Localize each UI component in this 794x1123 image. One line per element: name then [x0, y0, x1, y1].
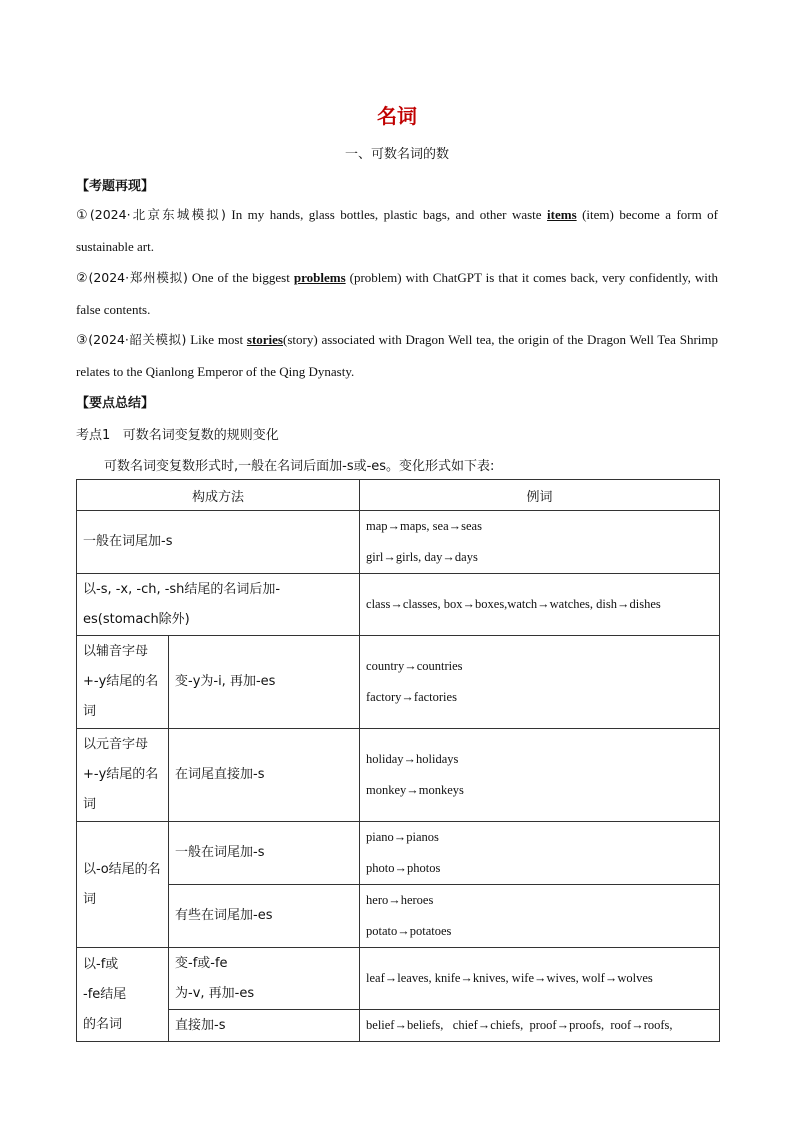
method-cell — [169, 948, 360, 1010]
question-answer: problems — [293, 270, 346, 285]
question-text: Like most — [186, 332, 247, 347]
example-line: photo→photos — [366, 861, 441, 875]
question-3 — [76, 324, 718, 387]
method-cell: 一般在词尾加-s — [77, 511, 360, 574]
examples-cell — [360, 822, 720, 885]
method-line: 为-v, 再加-es — [175, 985, 255, 1001]
example-line: factory→factories — [366, 690, 457, 704]
question-number: ② — [76, 271, 89, 286]
column-header-examples: 例词 — [360, 480, 720, 511]
example-line: leaf→leaves, knife→knives, wife→wives, wolf→wolves — [366, 971, 653, 985]
examples-cell — [360, 948, 720, 1010]
examples-cell — [360, 511, 720, 574]
question-text: (story) associated with Dragon Well tea, the origin of the Dragon Well Tea Shrimp relates to the Qianlong Emperor of the Qing Dynasty. — [76, 332, 719, 379]
question-source: (2024·北京东城模拟) — [89, 207, 226, 222]
method-cell: 直接加-s — [169, 1010, 360, 1042]
question-number: ③ — [76, 333, 89, 348]
question-1 — [76, 199, 718, 262]
question-2 — [76, 262, 718, 325]
table-row — [77, 885, 720, 948]
example-line: map→maps, sea→seas — [366, 519, 482, 533]
examples-cell — [360, 729, 720, 822]
category-line: 以-f或 — [83, 956, 119, 972]
example-line: class→classes, box→boxes,watch→watches, dish→dishes — [366, 597, 661, 611]
examples-cell — [360, 636, 720, 729]
method-cell: 有些在词尾加-es — [169, 885, 360, 948]
section-subtitle: 一、可数名词的数 — [344, 147, 449, 162]
question-text: (problem) with ChatGPT is that it comes back, very confidently, with false contents. — [76, 270, 719, 317]
example-line: belief→beliefs, chief→chiefs, proof→proofs, roof→roofs, — [366, 1018, 673, 1032]
page-title: 名词 — [377, 104, 417, 128]
table-intro: 可数名词变复数形式时,一般在名词后面加-s或-es。变化形式如下表: — [104, 459, 495, 474]
table-row — [77, 636, 720, 729]
table-row — [77, 574, 720, 636]
example-line: hero→heroes — [366, 893, 434, 907]
question-source: (2024·韶关模拟) — [88, 332, 187, 347]
example-line: monkey→monkeys — [366, 783, 464, 797]
example-line: potato→potatoes — [366, 924, 452, 938]
column-header-method: 构成方法 — [77, 480, 360, 511]
method-cell: 在词尾直接加-s — [169, 729, 360, 822]
table-row — [77, 948, 720, 1010]
section-heading-exam: 【考题再现】 — [76, 179, 155, 194]
method-cell: 一般在词尾加-s — [169, 822, 360, 885]
kaodian-text: 可数名词变复数的规则变化 — [122, 428, 279, 443]
category-cell: 以元音字母+-y结尾的名词 — [77, 729, 169, 822]
examples-cell — [360, 885, 720, 948]
method-cell: 以-s, -x, -ch, -sh结尾的名词后加-es(stomach除外) — [77, 574, 360, 636]
method-line: 变-f或-fe — [175, 955, 228, 971]
category-line: -fe结尾 — [83, 986, 127, 1002]
table-row — [77, 511, 720, 574]
category-cell: 以辅音字母+-y结尾的名词 — [77, 636, 169, 729]
table-row — [77, 729, 720, 822]
method-cell: 变-y为-i, 再加-es — [169, 636, 360, 729]
category-line: 的名词 — [83, 1016, 123, 1032]
plural-rules-table — [76, 479, 720, 1042]
example-line: country→countries — [366, 659, 463, 673]
kaodian-heading — [76, 424, 279, 443]
table-header-row — [77, 480, 720, 511]
question-text: One of the biggest — [187, 270, 294, 285]
question-text: (item) become a form of sustainable art. — [76, 207, 719, 254]
question-answer: items — [547, 207, 577, 222]
question-source: (2024·郑州模拟) — [88, 270, 188, 285]
example-line: piano→pianos — [366, 830, 439, 844]
question-text: In my hands, glass bottles, plastic bags, and other waste — [225, 207, 548, 222]
examples-cell — [360, 574, 720, 636]
table-row — [77, 1010, 720, 1042]
question-number: ① — [76, 208, 90, 223]
example-line: holiday→holidays — [366, 752, 459, 766]
example-line: girl→girls, day→days — [366, 550, 478, 564]
category-cell: 以-o结尾的名词 — [77, 822, 169, 948]
examples-cell — [360, 1010, 720, 1042]
question-answer: stories — [246, 332, 283, 347]
category-cell — [77, 948, 169, 1042]
section-heading-summary: 【要点总结】 — [76, 396, 155, 411]
table-row — [77, 822, 720, 885]
kaodian-label: 考点1 — [76, 428, 111, 443]
